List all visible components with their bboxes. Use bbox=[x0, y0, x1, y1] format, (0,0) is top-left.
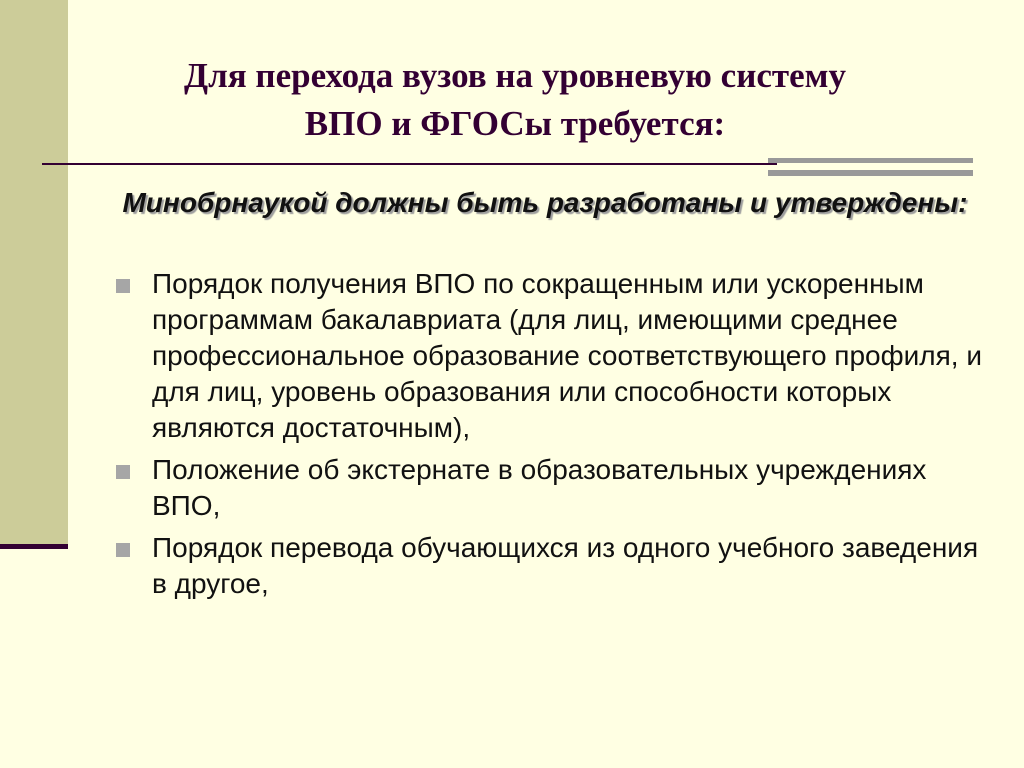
left-decorative-band bbox=[0, 0, 68, 545]
bullet-text: Положение об экстернате в образовательных учреждениях ВПО, bbox=[152, 454, 927, 521]
bullet-item-order-of-study bbox=[110, 266, 990, 446]
square-bullet-icon bbox=[116, 543, 130, 557]
square-bullet-icon bbox=[116, 465, 130, 479]
title-divider-rule bbox=[42, 163, 777, 165]
accent-bar-top bbox=[768, 158, 973, 163]
left-band-rule bbox=[0, 544, 68, 549]
slide-title-line-2: ВПО и ФГОСы требуется: bbox=[304, 104, 726, 143]
bullet-list bbox=[110, 266, 990, 608]
slide-subheading: Минобрнаукой должны быть разработаны и утверждены: bbox=[122, 187, 968, 218]
slide-title-line-1: Для перехода вузов на уровневую систему bbox=[184, 56, 846, 95]
accent-bar-bottom bbox=[768, 170, 973, 176]
bullet-item-external-studies bbox=[110, 452, 990, 524]
square-bullet-icon bbox=[116, 279, 130, 293]
bullet-text: Порядок перевода обучающихся из одного учебного заведения в другое, bbox=[152, 532, 979, 599]
bullet-text: Порядок получения ВПО по сокращенным или ускоренным программам бакалавриата (для лиц, имеющими среднее профессиональное образование соответствующего профиля, и для лиц, уровень образования или способности которых являются достаточным), bbox=[152, 268, 982, 443]
slide-title bbox=[100, 52, 930, 148]
bullet-item-transfer-order bbox=[110, 530, 990, 602]
